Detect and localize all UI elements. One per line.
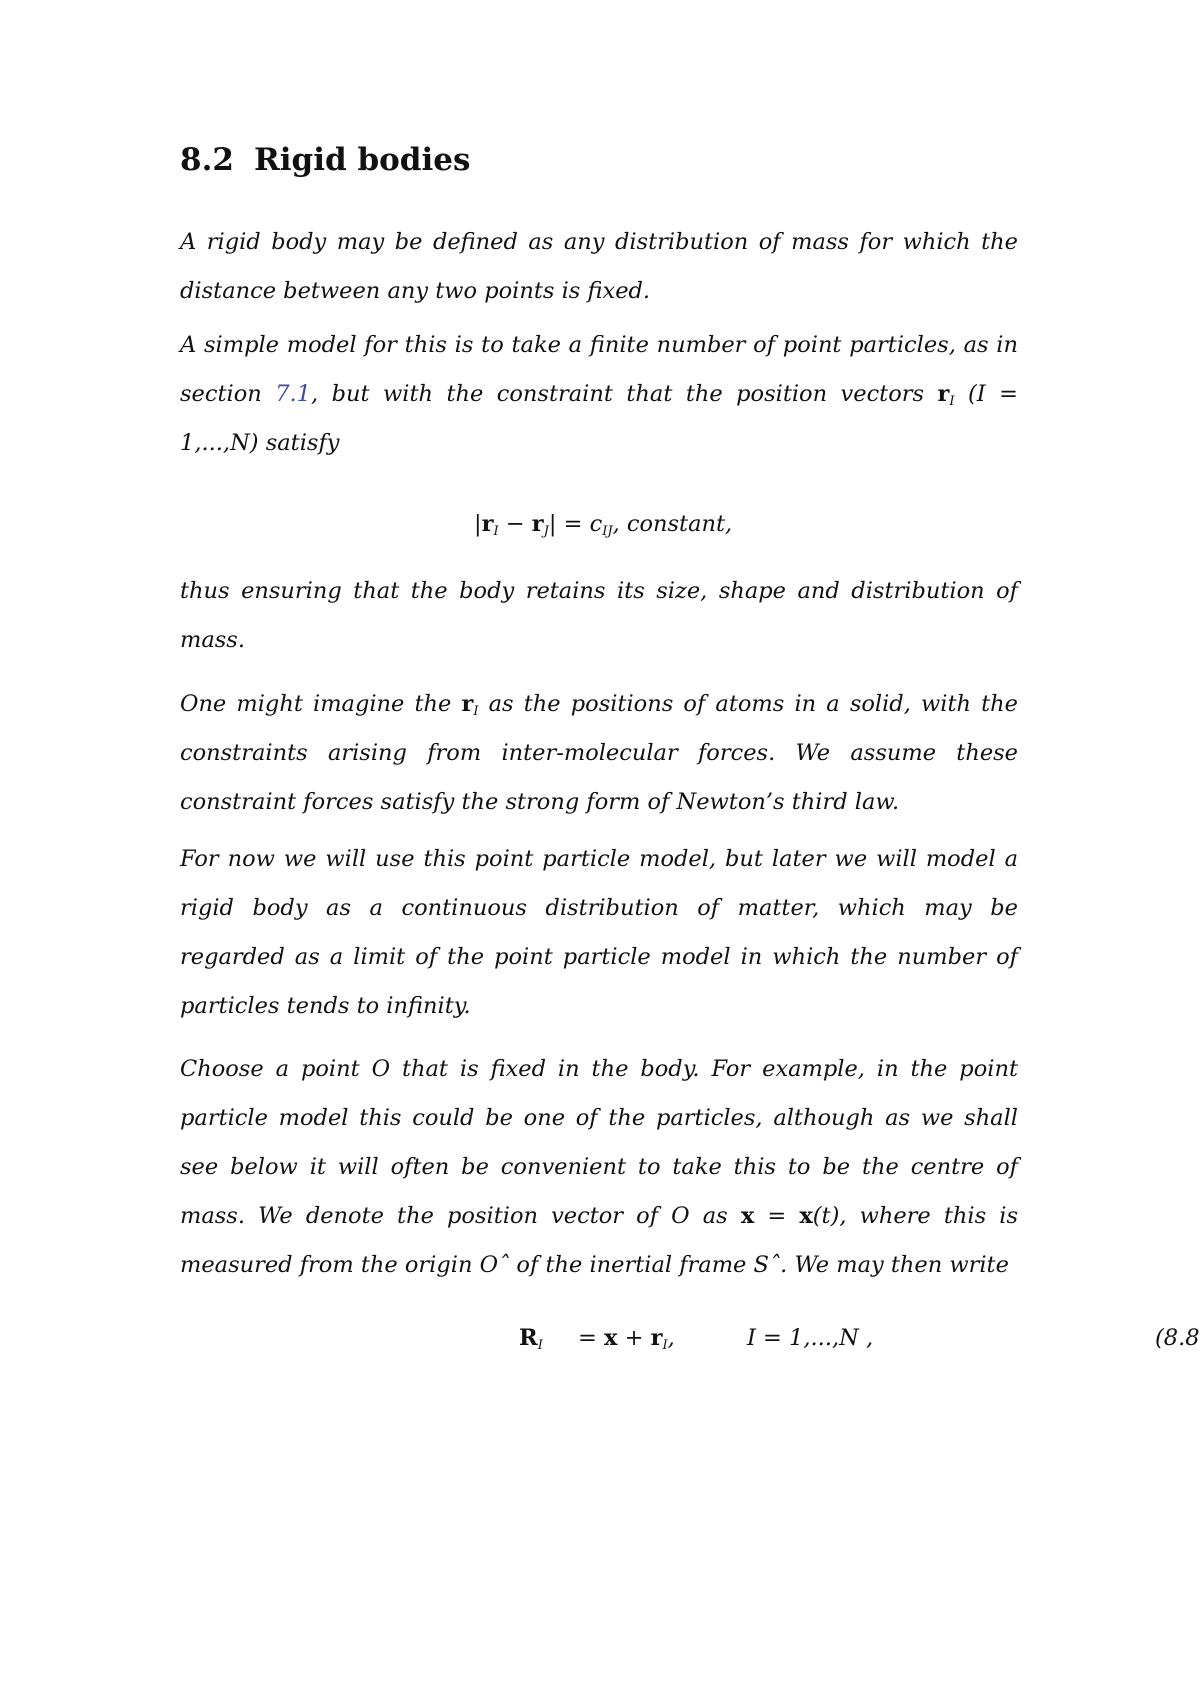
section-heading bbox=[180, 140, 470, 180]
paragraph-ensuring bbox=[180, 567, 1018, 665]
text-line: mass. bbox=[180, 627, 245, 653]
paragraph-simple-model bbox=[180, 321, 1018, 468]
text-line: measured from the origin Oˆ of the inertial frame Sˆ. We may then write bbox=[180, 1252, 1009, 1278]
text-line: For now we will use this point particle model, but later we will model a bbox=[180, 846, 1018, 872]
section-number: 8.2 bbox=[180, 142, 234, 178]
section-title: Rigid bodies bbox=[254, 142, 471, 178]
text-line: see below it will often be convenient to take this to be the centre of bbox=[180, 1154, 1018, 1180]
equation-number: (8.8 bbox=[1155, 1325, 1200, 1351]
paragraph-continuous-model bbox=[180, 835, 1018, 1031]
text-line: constraint forces satisfy the strong form of Newton’s third law. bbox=[180, 789, 900, 815]
text-line: A rigid body may be defined as any distribution of mass for which the bbox=[180, 229, 1018, 255]
paragraph-atoms bbox=[180, 680, 1018, 827]
text-line: Choose a point O that is fixed in the body. For example, in the point bbox=[180, 1056, 1018, 1082]
paragraph-choose-point bbox=[180, 1045, 1018, 1290]
text-line: distance between any two points is fixed. bbox=[180, 278, 651, 304]
text-line: 1,...,N) satisfy bbox=[180, 430, 340, 456]
equation-lhs: $R_I$ bbox=[519, 1325, 543, 1353]
text-line: A simple model for this is to take a finite number of point particles, as in bbox=[180, 332, 1018, 358]
equation-range: I = 1,...,N , bbox=[747, 1325, 874, 1351]
text-line: constraints arising from inter-molecular forces. We assume these bbox=[180, 740, 1018, 766]
section-link[interactable]: 7.1 bbox=[275, 381, 311, 407]
equation-rhs: = $x + r_I$, bbox=[578, 1325, 675, 1353]
text-line: thus ensuring that the body retains its size, shape and distribution of bbox=[180, 578, 1018, 604]
constraint-equation: $|r_I - r_J| = c_{IJ}$, constant, bbox=[474, 511, 733, 539]
text-line: regarded as a limit of the point particle model in which the number of bbox=[180, 944, 1018, 970]
paragraph-definition bbox=[180, 218, 1018, 316]
text-line: One might imagine the $r_I$ as the positions of atoms in a solid, with the bbox=[180, 691, 1018, 719]
text-line: particles tends to infinity. bbox=[180, 993, 471, 1019]
text-line: rigid body as a continuous distribution of matter, which may be bbox=[180, 895, 1018, 921]
text-line: section 7.1, but with the constraint that the position vectors $r_I$ (I = bbox=[180, 381, 1018, 409]
text-line: mass. We denote the position vector of O as x = x(t), where this is bbox=[180, 1203, 1018, 1229]
text-line: particle model this could be one of the particles, although as we shall bbox=[180, 1105, 1018, 1131]
